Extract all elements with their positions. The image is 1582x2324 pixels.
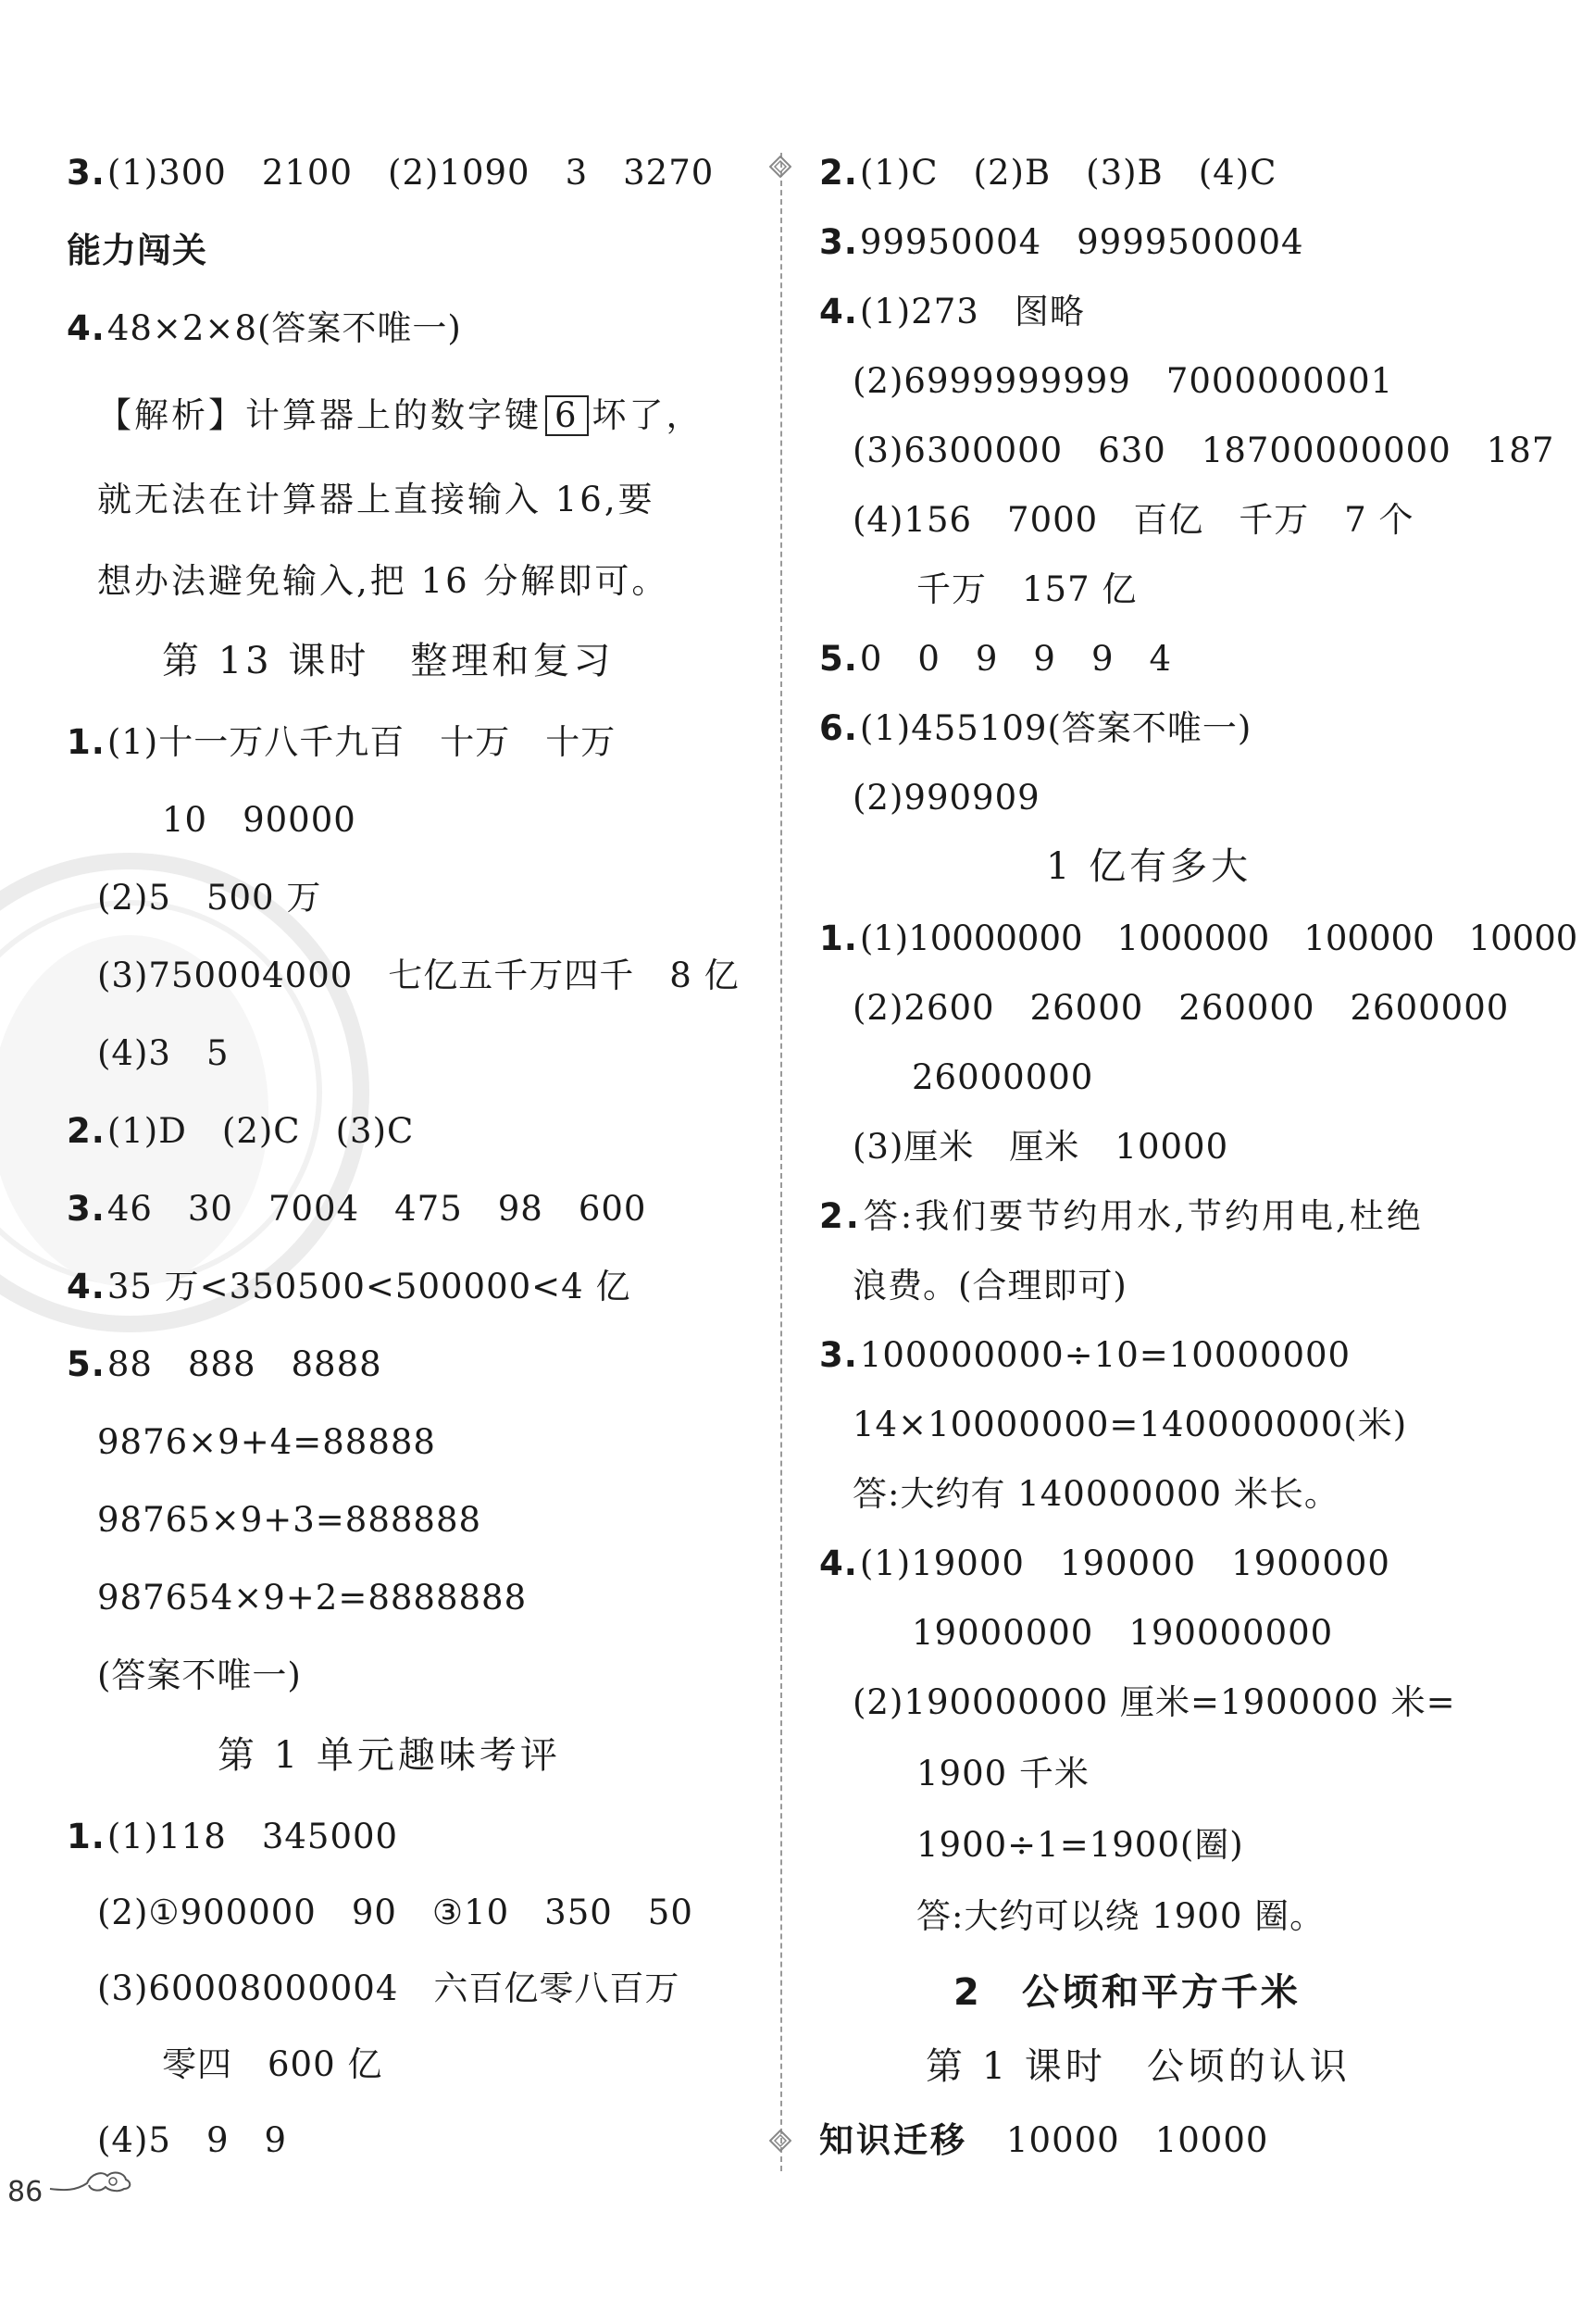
knot-ornament-icon xyxy=(769,2130,791,2152)
analysis-line: 就无法在计算器上直接输入 16,要 xyxy=(97,480,655,519)
answer-line: 5.0 0 9 9 9 4 xyxy=(819,639,1173,679)
answer-line: 5.88 888 8888 xyxy=(67,1344,382,1384)
section-heading: 1 亿有多大 xyxy=(1046,845,1252,888)
answer-line: (答案不唯一) xyxy=(97,1656,302,1695)
answer-line: 2.(1)C (2)B (3)B (4)C xyxy=(819,153,1277,193)
lesson-heading: 第 1 课时 公顷的认识 xyxy=(926,2045,1351,2088)
answer-line: 10 90000 xyxy=(162,800,356,840)
answer-line: (3)750004000 七亿五千万四千 8 亿 xyxy=(97,956,740,995)
lesson-heading: 第 13 课时 整理和复习 xyxy=(162,640,615,682)
answer-line: (3)厘米 厘米 10000 xyxy=(853,1127,1229,1167)
analysis-line: 想办法避免输入,把 16 分解即可。 xyxy=(97,561,669,601)
column-divider xyxy=(780,153,782,2171)
answer-line: (3)6300000 630 18700000000 187 xyxy=(853,431,1555,470)
answer-line: 3.99950004 9999500004 xyxy=(819,222,1304,262)
answer-line: 1.(1)118 345000 xyxy=(67,1817,399,1856)
answer-line: 3.(1)300 2100 (2)1090 3 3270 xyxy=(67,153,715,193)
answer-line: 1.(1)10000000 1000000 100000 10000 xyxy=(819,918,1578,958)
answer-line: 3.46 30 7004 475 98 600 xyxy=(67,1189,647,1229)
answer-line: 千万 157 亿 xyxy=(916,569,1138,609)
answer-line: 知识迁移 10000 10000 xyxy=(819,2120,1269,2160)
knot-ornament-icon xyxy=(769,156,791,178)
answer-line: 9876×9+4=88888 xyxy=(97,1422,436,1462)
answer-line: 14×10000000=140000000(米) xyxy=(853,1405,1408,1444)
answer-line: (2)①900000 90 ③10 350 50 xyxy=(97,1893,693,1932)
answer-line: 19000000 190000000 xyxy=(912,1613,1334,1653)
answer-line: (2)190000000 厘米=1900000 米= xyxy=(853,1682,1456,1722)
answer-line: 1.(1)十一万八千九百 十万 十万 xyxy=(67,722,617,762)
answer-line: 4.35 万<350500<500000<4 亿 xyxy=(67,1267,631,1306)
cloud-ornament-icon xyxy=(48,2163,133,2196)
answer-line: 4.(1)273 图略 xyxy=(819,292,1085,331)
answer-line: (4)5 9 9 xyxy=(97,2120,288,2160)
answer-line: (2)990909 xyxy=(853,778,1040,818)
answer-line: 1900÷1=1900(圈) xyxy=(916,1825,1244,1865)
answer-line: 4.48×2×8(答案不唯一) xyxy=(67,308,462,348)
page-number: 86 xyxy=(7,2176,44,2208)
unit-heading: 第 1 单元趣味考评 xyxy=(218,1734,561,1777)
answer-line: 6.(1)455109(答案不唯一) xyxy=(819,708,1252,748)
answer-line: 4.(1)19000 190000 1900000 xyxy=(819,1543,1390,1583)
answer-line: (2)2600 26000 260000 2600000 xyxy=(853,988,1510,1028)
answer-line: 浪费。(合理即可) xyxy=(853,1266,1127,1306)
answer-line: 2.答:我们要节约用水,节约用电,杜绝 xyxy=(819,1196,1424,1236)
answer-line: 3.100000000÷10=10000000 xyxy=(819,1335,1352,1375)
answer-line: 1900 千米 xyxy=(916,1754,1090,1793)
key-6-box: 6 xyxy=(545,395,589,436)
watermark-stamp xyxy=(0,759,370,1426)
answer-line: (3)60008000004 六百亿零八百万 xyxy=(97,1968,680,2008)
answer-line: 答:大约可以绕 1900 圈。 xyxy=(916,1896,1326,1936)
answer-line: (4)3 5 xyxy=(97,1033,230,1073)
section-label: 能力闯关 xyxy=(67,231,207,270)
answer-line: 98765×9+3=888888 xyxy=(97,1500,482,1540)
analysis-line: 【解析】计算器上的数字键 6 坏了， xyxy=(97,395,704,435)
answer-line: 2.(1)D (2)C (3)C xyxy=(67,1111,415,1151)
answer-line: 答:大约有 140000000 米长。 xyxy=(853,1474,1339,1514)
answer-line: (4)156 7000 百亿 千万 7 个 xyxy=(853,500,1414,540)
answer-line: (2)6999999999 7000000001 xyxy=(853,361,1394,401)
answer-line: 987654×9+2=8888888 xyxy=(97,1578,528,1618)
answer-line: 26000000 xyxy=(912,1057,1094,1097)
answer-line: 零四 600 亿 xyxy=(162,2044,383,2084)
unit-heading: 2 公顷和平方千米 xyxy=(953,1971,1301,2014)
answer-line: (2)5 500 万 xyxy=(97,878,322,918)
